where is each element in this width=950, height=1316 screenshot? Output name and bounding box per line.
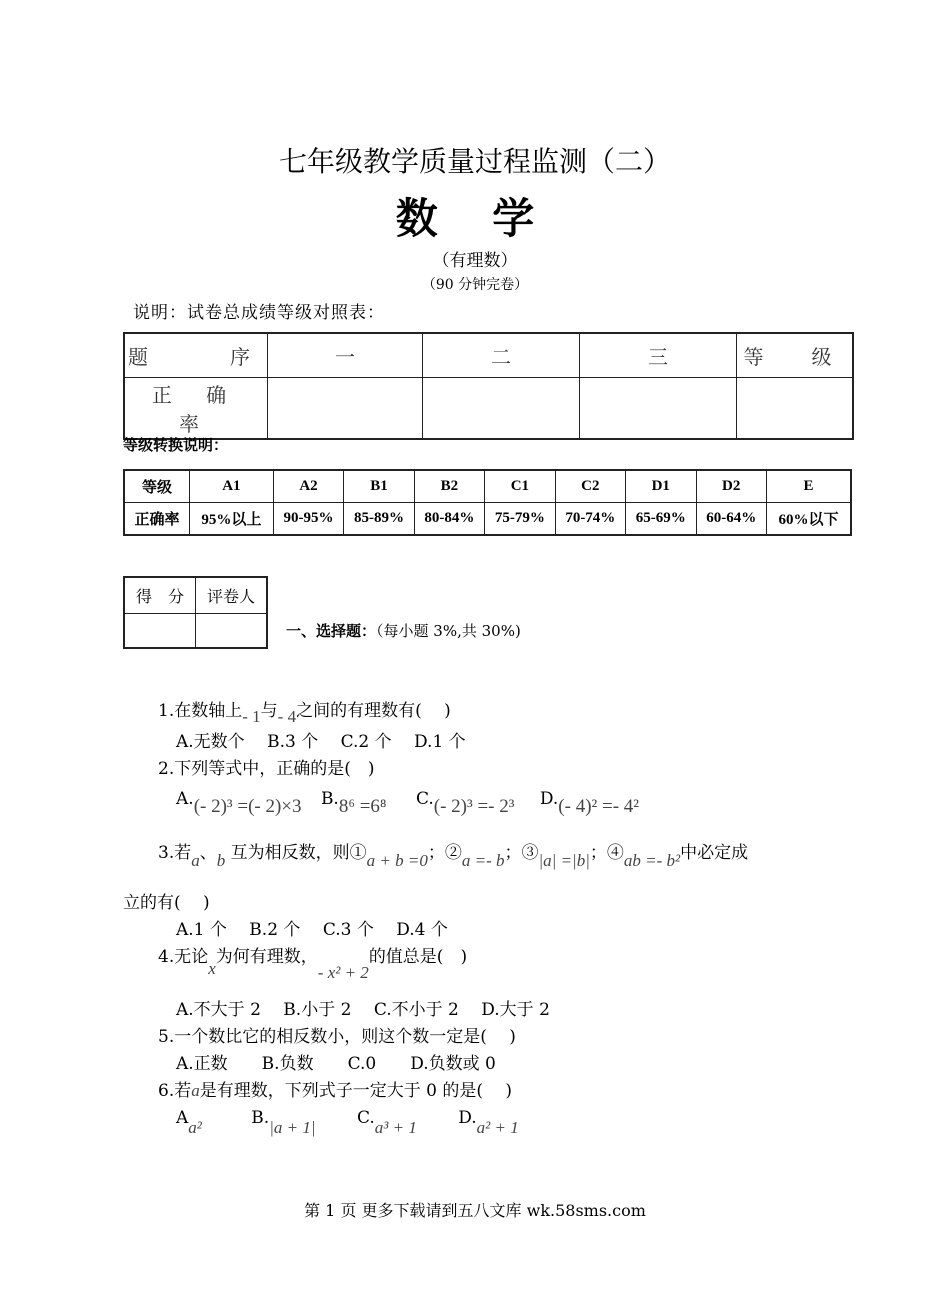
conv-cell: 等级: [124, 470, 190, 503]
q6-options: [176, 1108, 519, 1137]
q2-option-a-math: (- 2)³ =(- 2)×3: [193, 796, 302, 817]
q3-text-c3: ；③: [504, 843, 539, 863]
q1-math-2: - 4: [277, 707, 297, 726]
accuracy-cell: [268, 377, 423, 439]
conversion-table: [123, 469, 852, 536]
time-limit: （90 分钟完卷）: [421, 277, 529, 293]
q1-options: A.无数个 B.3 个 C.2 个 D.1 个: [176, 732, 466, 752]
q3-text-b: 互为相反数，则①: [230, 843, 367, 863]
page-footer: 第 1 页 更多下载请到五八文库 wk.58sms.com: [304, 1201, 646, 1220]
q2-option-d: D.: [539, 789, 559, 809]
conv-cell: A2: [273, 470, 343, 503]
grader-label: 评卷人: [196, 577, 268, 613]
subject-title: 数 学: [395, 194, 555, 243]
q4-text-c: 的值总是( ): [368, 947, 468, 967]
q1-math-1: - 1: [242, 707, 261, 726]
conv-cell: A1: [190, 470, 274, 503]
conv-cell: C2: [555, 470, 625, 503]
conv-cell: D2: [696, 470, 766, 503]
conv-cell: C1: [485, 470, 555, 503]
conversion-title: 等级转换说明：: [123, 436, 229, 454]
q3-continuation: 立的有( ): [123, 893, 210, 913]
q2-options: [176, 788, 639, 817]
accuracy-cell: [737, 377, 854, 439]
q3-text-end: 中必定成: [680, 843, 749, 863]
accuracy-label: 正 确 率: [124, 377, 268, 439]
q6-option-a: A: [176, 1108, 189, 1128]
conv-cell: 75-79%: [485, 503, 555, 536]
q3-var-b: b: [216, 851, 226, 870]
q2-option-c: C.: [415, 789, 434, 809]
grade-header-order: 题 序: [124, 333, 268, 377]
question-4: [158, 942, 468, 982]
q3-expr-2: a =- b: [461, 851, 505, 870]
q6-option-c-math: a³ + 1: [374, 1118, 417, 1137]
q3-options: A.1 个 B.2 个 C.3 个 D.4 个: [176, 920, 448, 940]
q3-expr-3: |a| =|b|: [538, 851, 590, 870]
q2-option-d-math: (- 4)² =- 4²: [558, 796, 639, 817]
q4-text-a: 4.无论: [158, 947, 209, 967]
q4-expr: - x² + 2: [317, 963, 369, 982]
q6-option-a-math: a²: [188, 1118, 202, 1137]
q6-text-a: 6.若: [158, 1081, 192, 1101]
conv-cell: 85-89%: [344, 503, 414, 536]
conv-cell: E: [766, 470, 851, 503]
q6-text-b: 是有理数，下列式子一定大于 0 的是( ): [199, 1081, 513, 1101]
conv-cell: 60-64%: [696, 503, 766, 536]
grade-header-level: 等 级: [737, 333, 854, 377]
q6-option-b-math: |a + 1|: [269, 1118, 316, 1137]
conv-cell: B1: [344, 470, 414, 503]
conv-cell: 80-84%: [414, 503, 484, 536]
conv-cell: 60%以下: [766, 503, 851, 536]
conv-cell: 正确率: [124, 503, 190, 536]
question-3: [158, 838, 749, 870]
q2-option-a: A.: [176, 789, 194, 809]
question-2: 2.下列等式中，正确的是( ): [158, 759, 375, 779]
conv-cell: B2: [414, 470, 484, 503]
accuracy-cell: [580, 377, 737, 439]
section-heading: [286, 620, 521, 641]
q6-option-b: B.: [251, 1108, 270, 1128]
grade-table: [123, 332, 854, 440]
chapter-label: （有理数）: [432, 251, 518, 271]
question-6: [158, 1076, 512, 1101]
q6-option-d-math: a² + 1: [476, 1118, 519, 1137]
q1-text-a: 1.在数轴上: [158, 701, 243, 721]
question-5: 5.一个数比它的相反数小，则这个数一定是( ): [158, 1027, 516, 1047]
accuracy-cell: [423, 377, 580, 439]
q4-var-x: x: [208, 959, 216, 978]
grade-header-2: 二: [423, 333, 580, 377]
q6-option-d: D.: [458, 1108, 477, 1128]
score-label: 得 分: [124, 577, 196, 613]
conv-cell: 95%以上: [190, 503, 274, 536]
score-note: 说明：试卷总成绩等级对照表：: [133, 303, 385, 323]
q3-text-a: 3.若: [158, 843, 192, 863]
q1-text-b: 与: [260, 701, 278, 721]
q6-option-c: C.: [356, 1108, 375, 1128]
q2-option-b-math: 8⁶ =6⁸: [338, 796, 387, 817]
q4-text-b: 为何有理数，: [215, 947, 318, 967]
q1-text-c: 之间的有理数有( ): [296, 701, 451, 721]
q4-options: A.不大于 2 B.小于 2 C.不小于 2 D.大于 2: [176, 1000, 550, 1020]
score-cell: [124, 613, 196, 648]
conv-cell: D1: [626, 470, 696, 503]
section-note: （每小题 3%,共 30%): [376, 622, 521, 640]
q2-option-c-math: (- 2)³ =- 2³: [433, 796, 515, 817]
q6-var-a: a: [191, 1081, 200, 1100]
grade-header-3: 三: [580, 333, 737, 377]
grader-cell: [196, 613, 268, 648]
grade-header-1: 一: [268, 333, 423, 377]
q3-expr-1: a + b =0: [366, 851, 428, 870]
q5-options: A.正数 B.负数 C.0 D.负数或 0: [176, 1054, 496, 1074]
q3-text-c4: ；④: [589, 843, 624, 863]
question-1: [158, 696, 451, 726]
exam-title: 七年级教学质量过程监测（二）: [278, 145, 671, 178]
conv-cell: 90-95%: [273, 503, 343, 536]
q3-var-a: a: [191, 851, 200, 870]
q3-text-c2: ；②: [427, 843, 462, 863]
score-box: [123, 576, 268, 649]
conv-cell: 65-69%: [626, 503, 696, 536]
q3-expr-4: ab =- b²: [623, 851, 681, 870]
q3-sep: 、: [199, 843, 217, 863]
section-title: 一、选择题：: [286, 622, 377, 640]
q2-option-b: B.: [320, 789, 339, 809]
conv-cell: 70-74%: [555, 503, 625, 536]
